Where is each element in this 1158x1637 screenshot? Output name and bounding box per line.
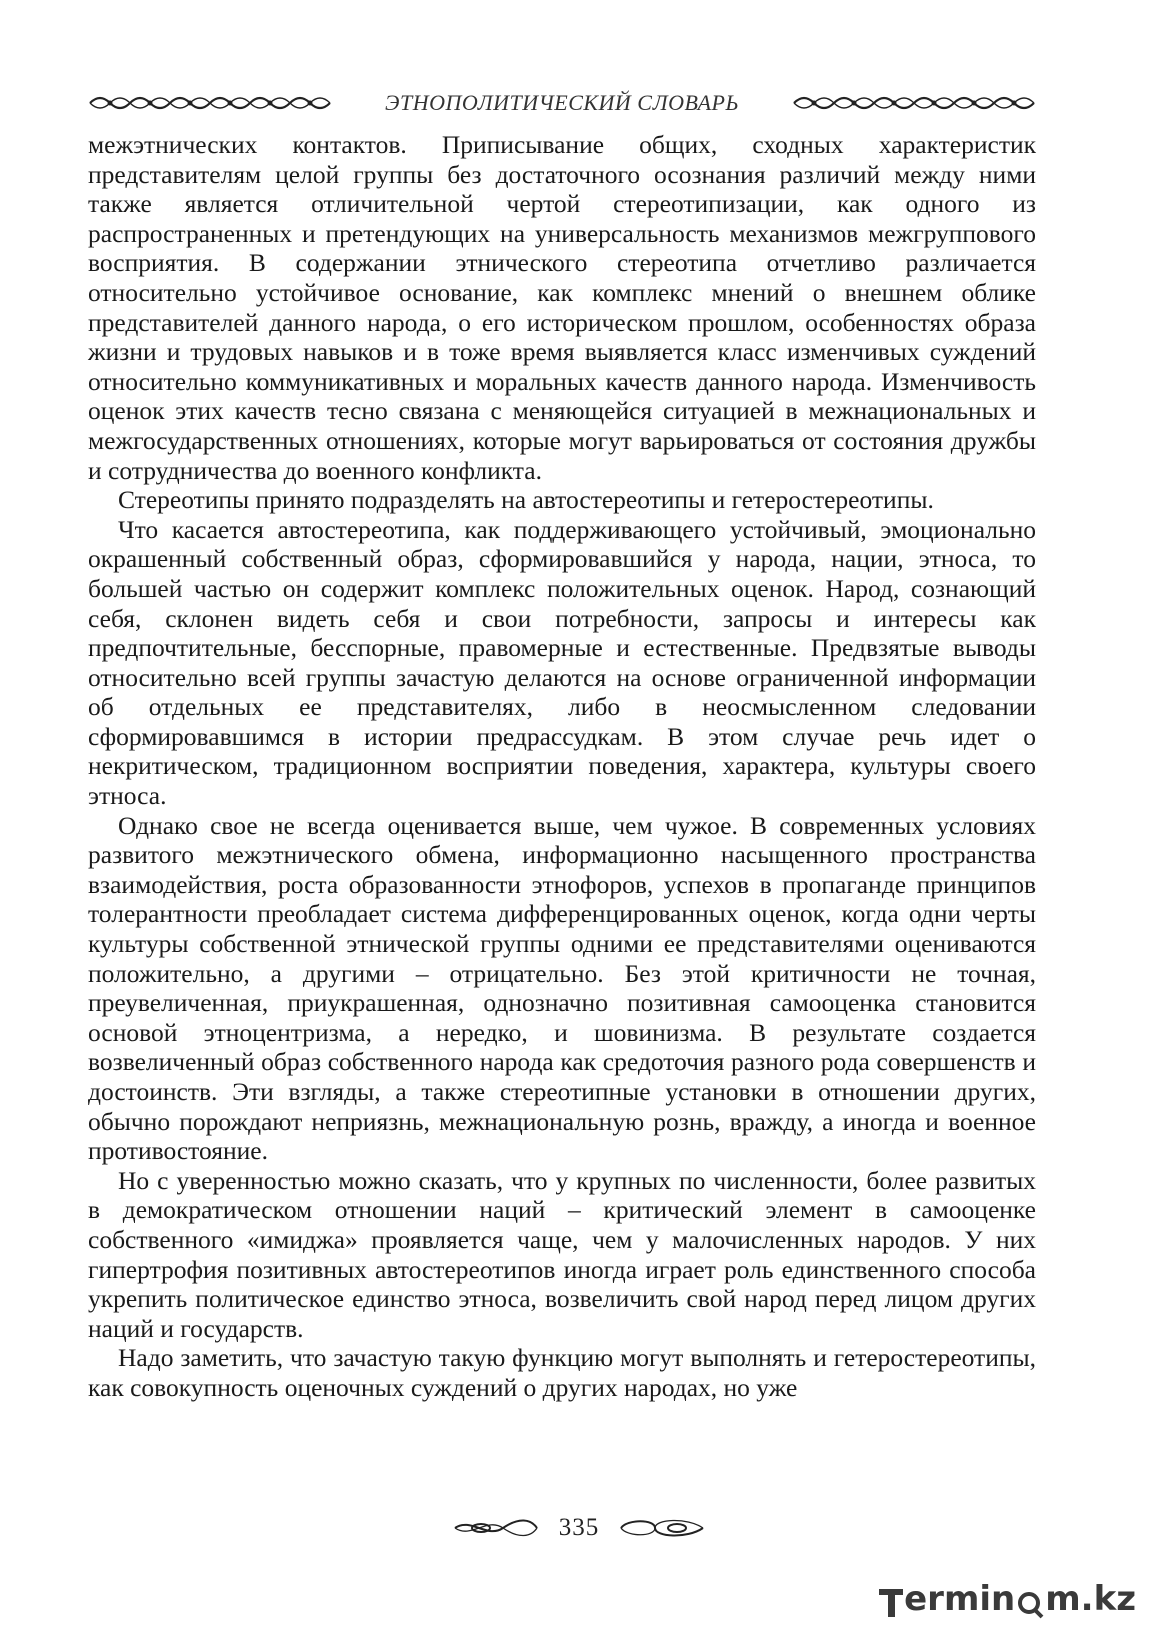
termincom-watermark bbox=[878, 1579, 1136, 1619]
header-title: ЭТНОПОЛИТИЧЕСКИЙ СЛОВАРЬ bbox=[385, 90, 739, 115]
magnifier-icon bbox=[1015, 1585, 1045, 1619]
right-header-ornament bbox=[786, 91, 1036, 115]
watermark-text-start: ermin bbox=[904, 1579, 1016, 1619]
termincom-logo-mark bbox=[878, 1585, 904, 1619]
paragraph-1: межэтнических контактов. Приписывание общих, сходных характеристик представителям целой группы без достаточного осознания различий между ними также является отличительной чертой стереотипизации, как одного из распространенных и претендующих на универсальность механизмов межгруппового восприятия. В содержании этнического стереотипа отчетливо различается относительно устойчивое основание, как комплекс мнений о внешнем облике представителей данного народа, о его историческом прошлом, особенностях образа жизни и трудовых навыков и в тоже время выявляется класс изменчивых суждений относительно коммуникативных и моральных качеств данного народа. Изменчивость оценок этих качеств тесно связана с меняющейся ситуацией в межнациональных и межгосударственных отношениях, которые могут варьироваться от состояния дружбы и сотрудничества до военного конфликта. bbox=[88, 130, 1036, 485]
paragraph-3: Что касается автостереотипа, как поддерживающего устойчивый, эмоционально окрашенный собственный образ, сформировавшийся у народа, нации, этноса, то большей частью он содержит комплекс положительных оценок. Народ, сознающий себя, склонен видеть себя и свои потребности, запросы и интересы как предпочтительные, бесспорные, правомерные и естественные. Предвзятые выводы относительно всей группы зачастую делаются на основе ограниченной информации об отдельных ее представителях, либо в неосмысленном следовании сформировавшимся в истории предрассудкам. В этом случае речь идет о некритическом, традиционном восприятии поведения, характера, культуры своего этноса. bbox=[88, 514, 1036, 811]
page-number: 335 bbox=[558, 1514, 600, 1541]
running-header bbox=[88, 86, 1036, 120]
left-header-ornament bbox=[88, 91, 338, 115]
paragraph-6: Надо заметить, что зачастую такую функцию могут выполнять и гетеростереотипы, как совокупность оценочных суждений о других народах, но уже bbox=[88, 1343, 1036, 1402]
paragraph-2: Стереотипы принято подразделять на автостереотипы и гетеростереотипы. bbox=[118, 485, 934, 515]
paragraph-5: Но с уверенностью можно сказать, что у крупных по численности, более развитых в демократическом отношении наций – критический элемент в самооценке собственного «имиджа» проявляется чаще, чем у малочисленных народов. У них гипертрофия позитивных автостереотипов иногда играет роль единственного способа укрепить политическое единство этноса, возвеличить свой народ перед лицом других наций и государств. bbox=[88, 1165, 1036, 1343]
paragraph-4: Однако свое не всегда оценивается выше, чем чужое. В современных условиях развитого межэтнического обмена, информационно насыщенного пространства взаимодействия, роста образованности этнофоров, успехов в пропаганде принципов толерантности преобладает система дифференцированных оценок, когда одни черты культуры собственной этнической группы одними ее представителями оцениваются положительно, а другими – отрицательно. Без этой критичности не точная, преувеличенная, приукрашенная, однозначно позитивная самооценка становится основой этноцентризма, а нередко, и шовинизма. В результате создается возвеличенный образ собственного народа как средоточия разного рода совершенств и достоинств. Эти взгляды, а также стереотипные установки в отношении других, обычно порождают неприязнь, межнациональную рознь, вражду, а иногда и военное противостояние. bbox=[88, 810, 1036, 1166]
body-text bbox=[88, 130, 1036, 1403]
left-footer-flourish bbox=[451, 1515, 541, 1541]
page-footer bbox=[0, 1508, 1158, 1548]
right-footer-flourish bbox=[617, 1515, 707, 1541]
watermark-text-end: m.kz bbox=[1045, 1579, 1136, 1619]
